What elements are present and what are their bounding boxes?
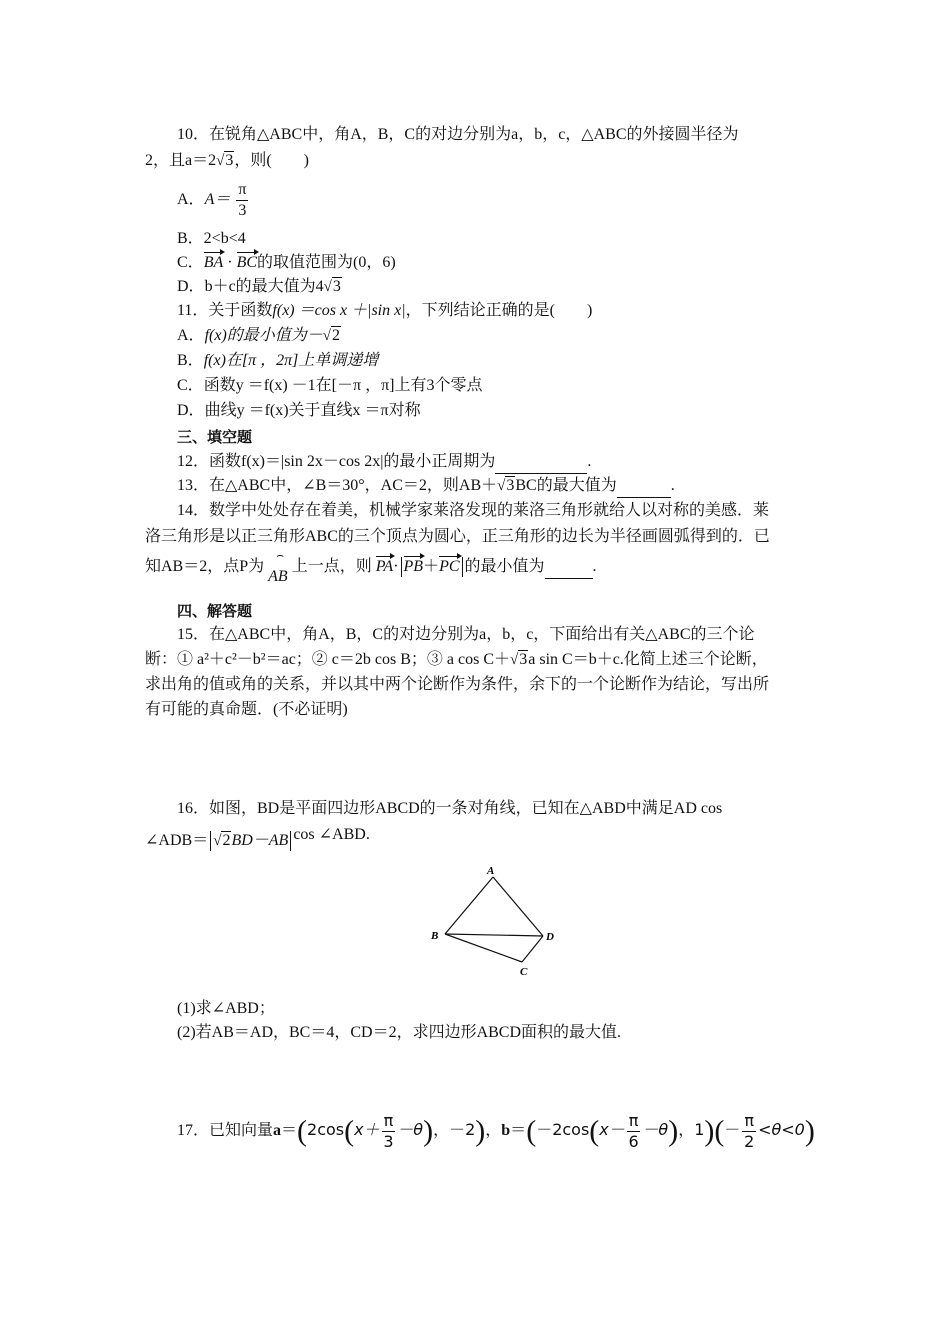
q11-option-d: D．曲线y ＝f(x)关于直线x ＝π对称	[177, 402, 421, 419]
edge-ab	[445, 877, 493, 934]
label-b: B	[431, 930, 439, 942]
edge-bc	[445, 934, 522, 962]
fraction-pi-over-3: $\frac{\pi}{3}$	[238, 181, 247, 219]
q16-line1: 16．如图，BD是平面四边形ABCD的一条对角线，已知在△ABD中满足AD cos	[177, 800, 723, 817]
q14-line3: 知AB＝2，点P为 ⌢ AB 上一点，则 PA· PB＋PC 的最小值为 .	[145, 548, 597, 585]
q11-option-c: C．函数y ＝f(x) －1在[－π ，π]上有3个零点	[177, 377, 483, 394]
q11-stem: 11．关于函数f(x) ＝cos x ＋|sin x|，下列结论正确的是( )	[177, 302, 593, 319]
vector-pb: PB	[404, 556, 424, 578]
label-a: A	[487, 865, 495, 877]
vector-pc: PC	[439, 556, 459, 578]
q14-line1: 14．数学中处处存在着美，机械学家莱洛发现的莱洛三角形就给人以对称的美感．莱	[177, 502, 770, 519]
vector-pa: PA	[376, 556, 393, 578]
q10-option-d: D．b＋c的最大值为4√3	[177, 278, 341, 295]
vector-ba: BA	[204, 252, 224, 274]
q15-line4: 有可能的真命题．(不必证明)	[145, 701, 348, 718]
label-c: C	[520, 966, 528, 978]
edge-ad	[493, 877, 543, 936]
q10-stem-line2: 2，且a＝2√3，则( )	[145, 152, 310, 169]
quadrilateral-figure	[425, 862, 565, 982]
q16-part2: (2)若AB＝AD，BC＝4，CD＝2，求四边形ABCD面积的最大值.	[177, 1024, 622, 1041]
q11-option-a: A．f(x)的最小值为－√2	[177, 327, 341, 344]
q10-stem-line1: 10．在锐角△ABC中，角A，B，C的对边分别为a，b，c，△ABC的外接圆半径为	[177, 126, 739, 143]
label-d: D	[546, 931, 554, 943]
q11-option-b: B．f(x)在[π ，2π]上单调递增	[177, 352, 379, 369]
q15-line3: 求出角的值或角的关系，并以其中两个论断作为条件，余下的一个论断作为结论，写出所	[145, 676, 770, 693]
q10-option-a: A．A＝ $\frac{\pi}{3}$	[177, 181, 247, 219]
answer-blank[interactable]	[495, 451, 587, 474]
q10-option-c: C．BA · BC的取值范围为(0，6)	[177, 252, 396, 274]
q13: 13．在△ABC中，∠B＝30°，AC＝2，则AB＋√3BC的最大值为 .	[177, 475, 675, 498]
edge-bd	[445, 934, 543, 936]
q15-line2: 断：① a²＋c²－b²＝ac；② c＝2b cos B；③ a cos C＋√3a sin C＝b＋c.化简上述三个论断，	[145, 651, 768, 668]
q17: 17．已知向量a＝(2cos(x＋ $\frac{\pi}{3}$ －θ)，－2)，b＝(－2cos(x－ $\frac{\pi}{6}$ －θ)，1)(－ $\frac{\pi}{2}$ <θ<0)	[177, 1110, 815, 1151]
q16-part1: (1)求∠ABD；	[177, 1000, 275, 1017]
q10-option-b: B．2<b<4	[177, 230, 246, 247]
answer-blank[interactable]	[617, 475, 671, 498]
q14-line2: 洛三角形是以正三角形ABC的三个顶点为圆心，正三角形的边长为半径画圆弧得到的．已	[145, 528, 770, 545]
q15-line1: 15．在△ABC中，角A，B，C的对边分别为a，b，c，下面给出有关△ABC的三个论	[177, 626, 755, 643]
q12: 12．函数f(x)＝|sin 2x－cos 2x|的最小正周期为 .	[177, 451, 591, 474]
section-answer-questions: 四、解答题	[177, 602, 253, 620]
answer-blank[interactable]	[545, 556, 593, 579]
edge-cd	[522, 936, 543, 962]
vector-bc: BC	[237, 252, 257, 274]
section-fill-in-blanks: 三、填空题	[177, 428, 253, 446]
arc-ab: ⌢ AB	[268, 548, 288, 585]
q16-line2: ∠ADB＝ √2BD－AB cos ∠ABD.	[145, 824, 370, 852]
